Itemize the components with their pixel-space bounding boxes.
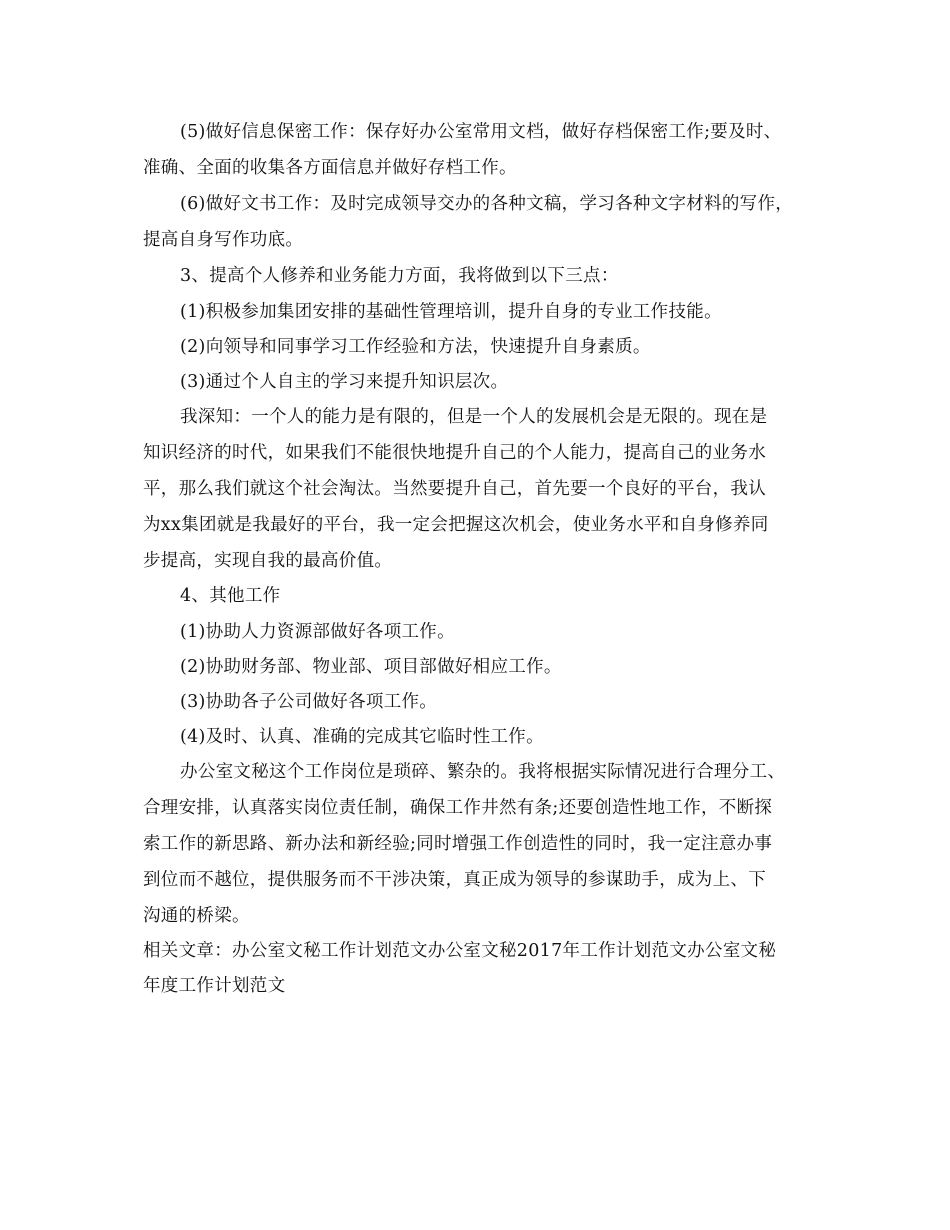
paragraph-line: 平，那么我们就这个社会淘汰。当然要提升自己，首先要一个良好的平台，我认 <box>143 479 766 499</box>
related-articles-line: 相关文章：办公室文秘工作计划范文办公室文秘2017年工作计划范文办公室文秘 <box>143 941 777 961</box>
list-item: (2)向领导和同事学习工作经验和方法，快速提升自身素质。 <box>180 337 651 357</box>
list-item: (3)通过个人自主的学习来提升知识层次。 <box>180 372 509 392</box>
paragraph-line: 办公室文秘这个工作岗位是琐碎、繁杂的。我将根据实际情况进行合理分工、 <box>180 762 786 782</box>
paragraph-line: 合理安排，认真落实岗位责任制，确保工作井然有条;还要创造性地工作，不断探 <box>143 798 773 818</box>
section-heading: 3、提高个人修养和业务能力方面，我将做到以下三点： <box>180 266 619 286</box>
paragraph-line: (5)做好信息保密工作：保存好办公室常用文档，做好存档保密工作;要及时、 <box>180 122 782 142</box>
related-articles-line: 年度工作计划范文 <box>143 976 286 996</box>
paragraph-line: 到位而不越位，提供服务而不干涉决策，真正成为领导的参谋助手，成为上、下 <box>143 870 766 890</box>
list-item: (1)积极参加集团安排的基础性管理培训，提升自身的专业工作技能。 <box>180 302 722 322</box>
list-item: (4)及时、认真、准确的完成其它临时性工作。 <box>180 727 544 747</box>
paragraph-line: 知识经济的时代，如果我们不能很快地提升自己的个人能力，提高自己的业务水 <box>143 443 766 463</box>
paragraph-line: 为xx集团就是我最好的平台，我一定会把握这次机会，使业务水平和自身修养同 <box>143 515 769 535</box>
paragraph-line: 我深知：一个人的能力是有限的，但是一个人的发展机会是无限的。现在是 <box>180 407 768 427</box>
list-item: (2)协助财务部、物业部、项目部做好相应工作。 <box>180 657 562 677</box>
paragraph-line: 沟通的桥梁。 <box>143 906 250 926</box>
paragraph-line: 准确、全面的收集各方面信息并做好存档工作。 <box>143 158 517 178</box>
list-item: (1)协助人力资源部做好各项工作。 <box>180 622 455 642</box>
paragraph-line: 步提高，实现自我的最高价值。 <box>143 551 393 571</box>
list-item: (3)协助各子公司做好各项工作。 <box>180 692 438 712</box>
paragraph-line: 提高自身写作功底。 <box>143 230 304 250</box>
paragraph-line: (6)做好文书工作：及时完成领导交办的各种文稿，学习各种文字材料的写作， <box>180 194 794 214</box>
paragraph-line: 索工作的新思路、新办法和新经验;同时增强工作创造性的同时，我一定注意办事 <box>143 834 773 854</box>
section-heading: 4、其他工作 <box>180 586 281 606</box>
